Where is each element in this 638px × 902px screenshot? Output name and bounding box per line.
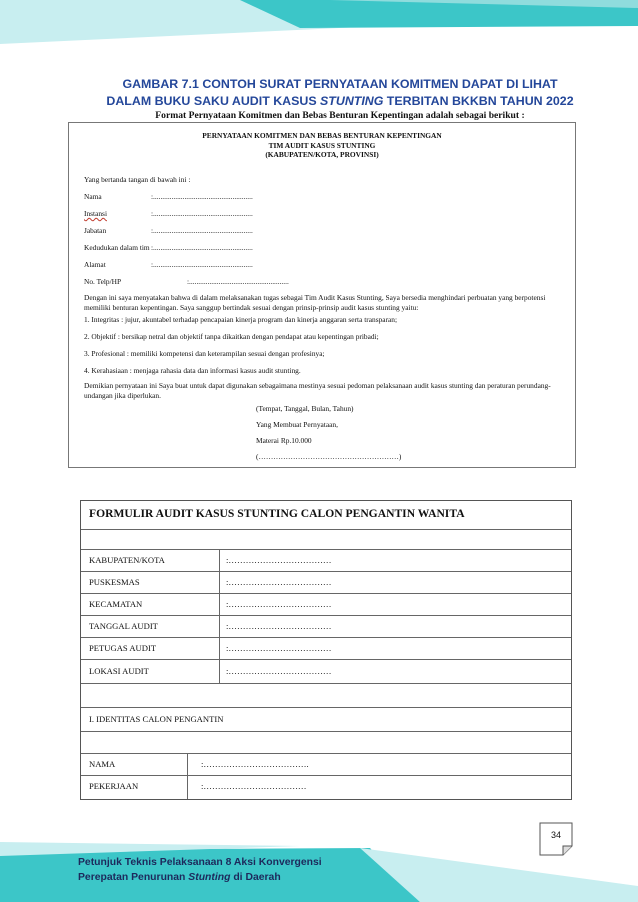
statement-intro: Yang bertanda tangan di bawah ini : [84, 175, 191, 184]
row-label-pekerjaan: PEKERJAAN [89, 781, 139, 791]
principle-integritas: 1. Integritas : jujur, akuntabel terhadap pencapaian kinerja program dan kinerja anggaran serta transparan; [84, 315, 398, 324]
principle-kerahasiaan: 4. Kerahasiaan : menjaga rahasia data dan informasi kasus audit stunting. [84, 366, 301, 375]
row-label-petugas-audit: PETUGAS AUDIT [89, 643, 157, 653]
page-number: 34 [550, 830, 561, 840]
row-value-pekerjaan: :……………………………… [201, 781, 307, 791]
commitment-statement [68, 122, 576, 468]
figure-title [60, 76, 620, 110]
row-label-nama: NAMA [89, 759, 116, 769]
field-value-telp: :...................................................... [187, 277, 289, 286]
footer-line2-part1: Perepatan Penurunan [78, 872, 189, 883]
footer-line2-part3: di Daerah [230, 872, 281, 883]
signature-maker: Yang Membuat Pernyataan, [256, 420, 338, 429]
field-label-kedudukan: Kedudukan dalam tim [84, 243, 150, 252]
column-divider [219, 549, 220, 683]
row-value-petugas-audit: :……………………………… [226, 643, 332, 653]
statement-paragraph-2: Demikian pernyataan ini Saya buat untuk dapat digunakan sebagaimana mestinya sesuai pedoman pelaksanaan audit kasus stunting dan peraturan perundang-undangan jika diperlukan. [84, 381, 551, 400]
row-label-puskesmas: PUSKESMAS [89, 577, 140, 587]
row-label-lokasi-audit: LOKASI AUDIT [89, 666, 149, 676]
statement-header-line1: PERNYATAAN KOMITMEN DAN BEBAS BENTURAN KEPENTINGAN [202, 131, 442, 140]
row-value-puskesmas: :……………………………… [226, 577, 332, 587]
table-row [81, 659, 571, 683]
field-label-telp: No. Telp/HP [84, 277, 122, 286]
table-row [81, 571, 571, 593]
form-blank-row [81, 731, 571, 753]
figure-subtitle: Format Pernyataan Komitmen dan Bebas Benturan Kepentingan adalah sebagai berikut : [155, 110, 525, 121]
footer-line2-italic: Stunting [188, 872, 231, 883]
table-row [81, 593, 571, 615]
statement-paragraph-1: Dengan ini saya menyatakan bahwa di dalam melaksanakan tugas sebagai Tim Audit Kasus Stunting, Saya bersedia menghindari perbuatan yang berpotensi memiliki benturan kepentingan. Saya sanggup bertindak sesuai dengan prinsip-prinsip audit kasus stunting yaitu: [84, 293, 546, 312]
figure-title-line2-part3: TERBITAN BKKBN TAHUN 2022 [383, 94, 574, 108]
row-label-tanggal-audit: TANGGAL AUDIT [89, 621, 158, 631]
section-row [81, 707, 571, 731]
field-value-nama: :...................................................... [151, 192, 253, 201]
field-label-alamat: Alamat [84, 260, 106, 269]
field-label-instansi: Instansi [84, 209, 107, 218]
row-value-nama: :………………………………. [201, 759, 309, 769]
row-label-kabupaten: KABUPATEN/KOTA [89, 555, 165, 565]
footer-line1: Petunjuk Teknis Pelaksanaan 8 Aksi Konvergensi [78, 857, 322, 868]
row-value-tanggal-audit: :……………………………… [226, 621, 332, 631]
field-value-alamat: :...................................................... [151, 260, 253, 269]
signature-place-date: (Tempat, Tanggal, Bulan, Tahun) [256, 404, 354, 413]
figure-title-line2 [60, 93, 620, 110]
row-value-lokasi-audit: :……………………………… [226, 666, 332, 676]
statement-header-line2: TIM AUDIT KASUS STUNTING [268, 140, 376, 150]
row-value-kabupaten: :……………………………… [226, 555, 332, 565]
principle-profesional: 3. Profesional : memiliki kompetensi dan keterampilan sesuai dengan profesinya; [84, 349, 325, 358]
figure-title-line2-part1: DALAM BUKU SAKU AUDIT KASUS [106, 94, 321, 108]
footer-line2 [78, 872, 281, 883]
row-value-kecamatan: :……………………………… [226, 599, 332, 609]
form-title: FORMULIR AUDIT KASUS STUNTING CALON PENGANTIN WANITA [89, 507, 465, 520]
table-row [81, 549, 571, 571]
field-label-jabatan: Jabatan [84, 226, 107, 235]
table-row [81, 775, 571, 799]
statement-header [69, 131, 575, 160]
signature-line: (…………………………………………………) [256, 452, 402, 461]
section-identitas: I. IDENTITAS CALON PENGANTIN [89, 714, 224, 724]
field-value-kedudukan: :...................................................... [151, 243, 253, 252]
field-value-instansi: :...................................................... [151, 209, 253, 218]
figure-title-line2-italic: STUNTING [320, 94, 384, 108]
table-row [81, 637, 571, 659]
figure-title-line1: GAMBAR 7.1 CONTOH SURAT PERNYATAAN KOMITMEN DAPAT DI LIHAT [122, 77, 558, 91]
column-divider [187, 753, 188, 799]
header-ribbon [0, 0, 638, 48]
statement-header-line3: (KABUPATEN/KOTA, PROVINSI) [265, 150, 379, 159]
table-row [81, 753, 571, 775]
principle-objektif: 2. Objektif : bersikap netral dan objektif tanpa dikaitkan dengan pendapat atau kepentingan pribadi; [84, 332, 379, 341]
field-value-jabatan: :...................................................... [151, 226, 253, 235]
form-blank-row [81, 683, 571, 707]
field-label-nama: Nama [84, 192, 102, 201]
form-blank-row [81, 529, 571, 549]
table-row [81, 615, 571, 637]
audit-form [80, 500, 572, 800]
signature-stamp: Materai Rp.10.000 [256, 436, 312, 445]
row-label-kecamatan: KECAMATAN [89, 599, 143, 609]
